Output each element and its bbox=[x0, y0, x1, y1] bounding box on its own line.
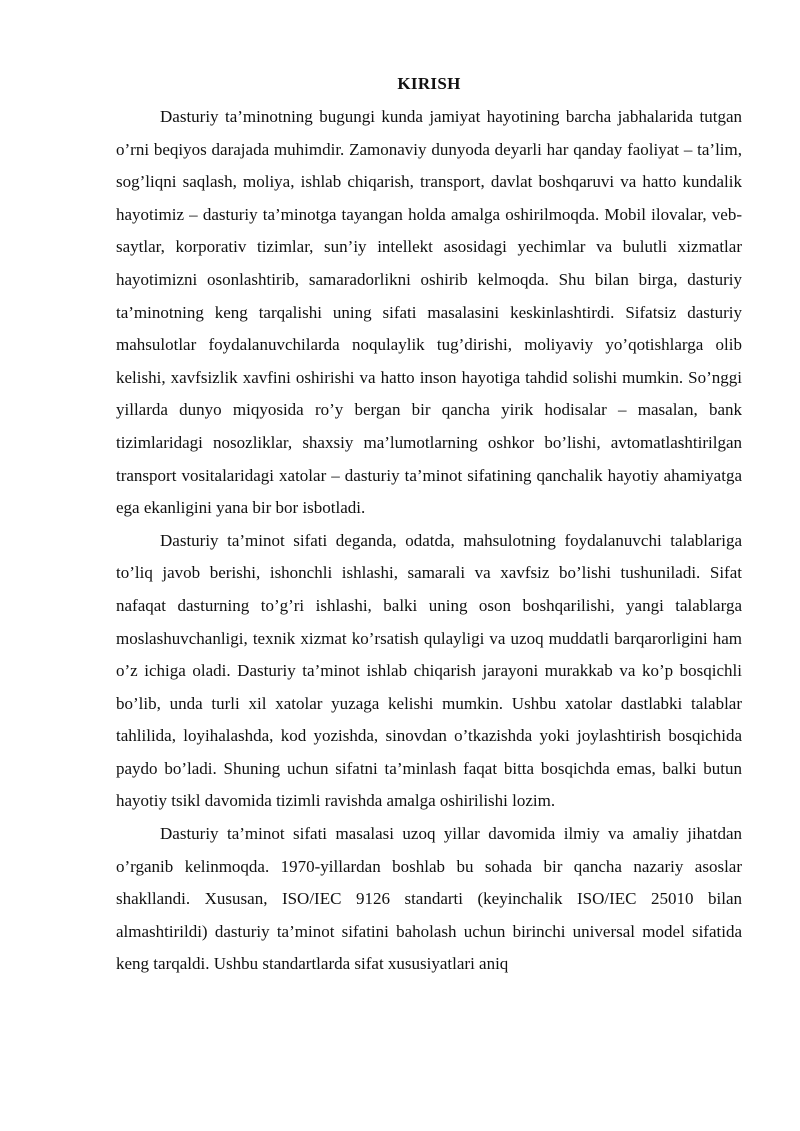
paragraph-2: Dasturiy ta’minot sifati deganda, odatda, mahsulotning foydalanuvchi talablariga to’liq javob berishi, ishonchli ishlashi, samarali va xavfsiz bo’lishi tushuniladi. Sifat nafaqat dasturning to’g’ri ishlashi, balki uning oson boshqarilishi, yangi talablarga moslashuvchanligi, texnik xizmat ko’rsatish qulayligi va uzoq muddatli barqarorligini ham o’z ichiga oladi. Dasturiy ta’minot ishlab chiqarish jarayoni murakkab va ko’p bosqichli bo’lib, unda turli xil xatolar yuzaga kelishi mumkin. Ushbu xatolar dastlabki talablar tahlilida, loyihalashda, kod yozishda, sinovdan o’tkazishda yoki joylashtirish bosqichida paydo bo’ladi. Shuning uchun sifatni ta’minlash faqat bitta bosqichda emas, balki butun hayotiy tsikl davomida tizimli ravishda amalga oshirilishi lozim. bbox=[116, 530, 742, 811]
paragraph-3: Dasturiy ta’minot sifati masalasi uzoq yillar davomida ilmiy va amaliy jihatdan o’rganib kelinmoqda. 1970-yillardan boshlab bu sohada bir qancha nazariy asoslar shakllandi. Xususan, ISO/IEC 9126 standarti (keyinchalik ISO/IEC 25010 bilan almashtirildi) dasturiy ta’minot sifatini baholash uchun birinchi universal model sifatida keng tarqaldi. Ushbu standartlarda sifat xususiyatlari aniq bbox=[116, 824, 742, 974]
paragraph-1: Dasturiy ta’minotning bugungi kunda jamiyat hayotining barcha jabhalarida tutgan o’rni beqiyos darajada muhimdir. Zamonaviy dunyoda deyarli har qanday faoliyat – ta’lim, sog’liqni saqlash, moliya, ishlab chiqarish, transport, davlat boshqaruvi va hatto kundalik hayotimiz – dasturiy ta’minotga tayangan holda amalga oshirilmoqda. Mobil ilovalar, veb-saytlar, korporativ tizimlar, sun’iy intellekt asosidagi yechimlar va bulutli xizmatlar hayotimizni osonlashtirib, samaradorlikni oshirib kelmoqda. Shu bilan birga, dasturiy ta’minotning keng tarqalishi uning sifati masalasini keskinlashtirdi. Sifatsiz dasturiy mahsulotlar foydalanuvchilarda noqulaylik tug’dirishi, moliyaviy yo’qotishlarga olib kelishi, xavfsizlik xavfini oshirishi va hatto inson hayotiga tahdid solishi mumkin. So’nggi yillarda dunyo miqyosida ro’y bergan bir qancha yirik hodisalar – masalan, bank tizimlaridagi nosozliklar, shaxsiy ma’lumotlarning oshkor bo’lishi, avtomatlashtirilgan transport vositalaridagi xatolar – dasturiy ta’minot sifatining qanchalik hayotiy ahamiyatga ega ekanligini yana bir bor isbotladi. bbox=[116, 107, 742, 518]
document-page bbox=[116, 70, 742, 981]
document-title: KIRISH bbox=[397, 74, 461, 93]
